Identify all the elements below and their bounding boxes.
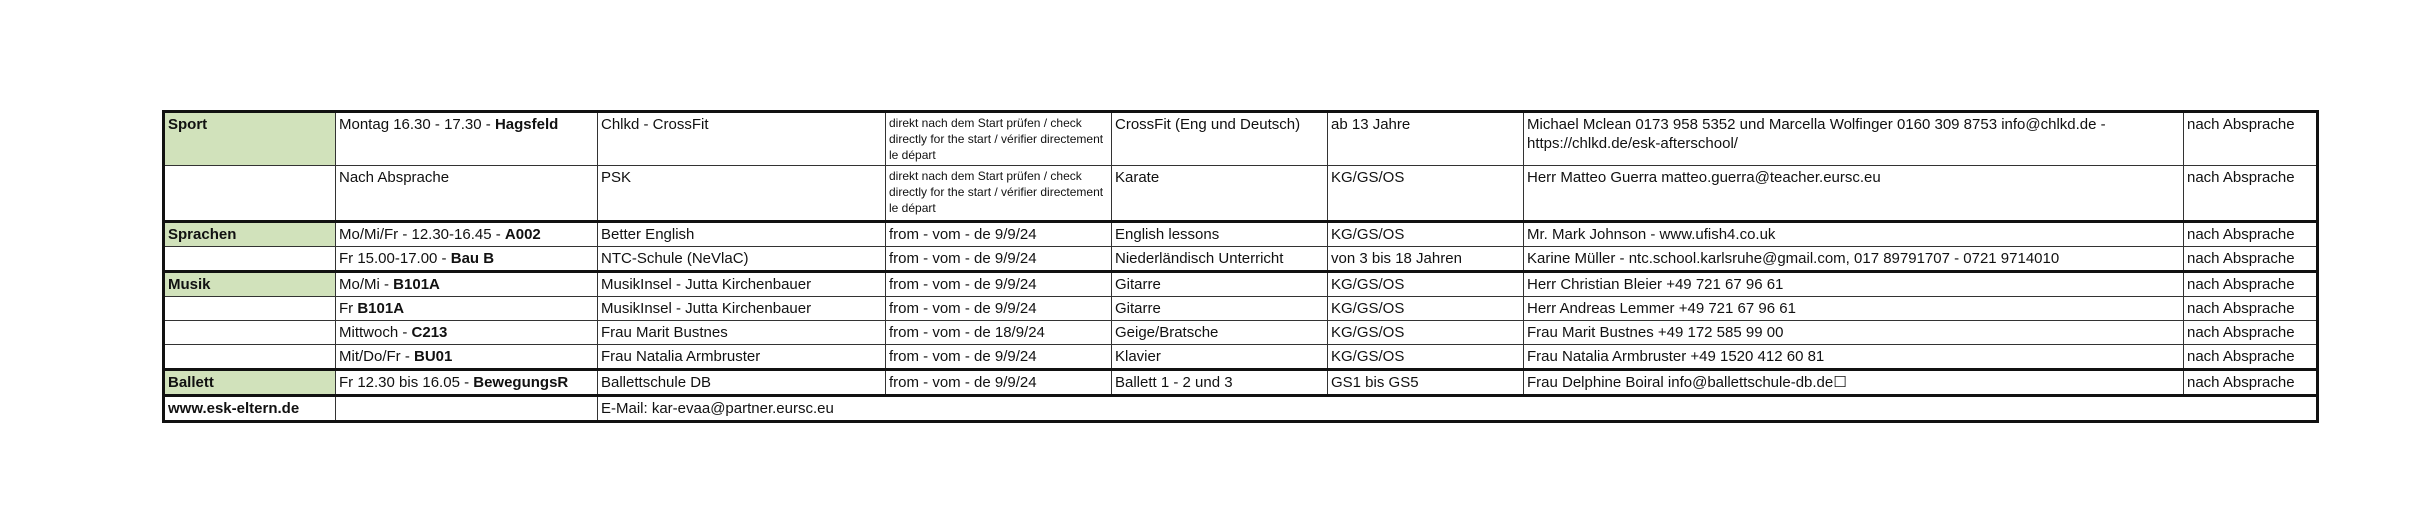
ages-cell xyxy=(1328,166,1524,222)
cost-text: nach Absprache xyxy=(2187,276,2295,293)
activity-cell xyxy=(1112,297,1328,321)
activity-text: Niederländisch Unterricht xyxy=(1115,250,1284,267)
cost-text: nach Absprache xyxy=(2187,300,2295,317)
provider-text: Frau Natalia Armbruster xyxy=(601,348,761,365)
category-label: Sprachen xyxy=(168,226,237,243)
time-text: Fr 15.00-17.00 - xyxy=(339,250,451,267)
room-text: BU01 xyxy=(414,348,453,365)
room-text: C213 xyxy=(411,324,448,341)
ages-cell xyxy=(1328,222,1524,247)
start-cell xyxy=(886,112,1112,166)
time-cell xyxy=(336,297,598,321)
activity-cell xyxy=(1112,247,1328,272)
cost-text: nach Absprache xyxy=(2187,374,2295,391)
activity-text: Gitarre xyxy=(1115,276,1161,293)
provider-text: Frau Marit Bustnes xyxy=(601,324,728,341)
start-text: direkt nach dem Start prüfen / check directly for the start / vérifier directement le départ xyxy=(889,116,1104,162)
activity-cell xyxy=(1112,321,1328,345)
contact-cell xyxy=(1524,345,2184,370)
start-cell xyxy=(886,370,1112,396)
room-text: BewegungsR xyxy=(473,374,569,391)
category-cell xyxy=(164,297,336,321)
activity-cell xyxy=(1112,370,1328,396)
ages-text: KG/GS/OS xyxy=(1331,324,1405,341)
contact-text: Karine Müller - ntc.school.karlsruhe@gmail.com, 017 89791707 - 0721 9714010 xyxy=(1527,250,2060,267)
ages-text: KG/GS/OS xyxy=(1331,300,1405,317)
cost-text: nach Absprache xyxy=(2187,348,2295,365)
time-text: Mo/Mi - xyxy=(339,276,394,293)
contact-cell xyxy=(1524,112,2184,166)
contact-cell xyxy=(1524,321,2184,345)
table-row xyxy=(164,272,2318,297)
activity-cell xyxy=(1112,345,1328,370)
ages-cell xyxy=(1328,321,1524,345)
provider-cell xyxy=(598,166,886,222)
contact-text: Frau Delphine Boiral info@ballettschule-db.de☐ xyxy=(1527,374,1847,391)
category-cell xyxy=(164,222,336,247)
activity-text: Gitarre xyxy=(1115,300,1161,317)
activity-text: Karate xyxy=(1115,169,1160,186)
footer-row xyxy=(164,396,2318,422)
cost-text: nach Absprache xyxy=(2187,250,2295,267)
provider-cell xyxy=(598,321,886,345)
table-body xyxy=(164,112,2318,422)
start-cell xyxy=(886,297,1112,321)
cost-text: nach Absprache xyxy=(2187,226,2295,243)
ages-text: KG/GS/OS xyxy=(1331,169,1405,186)
time-text: Mit/Do/Fr - xyxy=(339,348,414,365)
start-cell xyxy=(886,166,1112,222)
category-cell xyxy=(164,345,336,370)
table-row xyxy=(164,297,2318,321)
room-text: B101A xyxy=(357,300,405,317)
time-cell xyxy=(336,272,598,297)
activity-cell xyxy=(1112,112,1328,166)
provider-text: NTC-Schule (NeVlaC) xyxy=(601,250,749,267)
room-text: B101A xyxy=(393,276,440,293)
time-text: Nach Absprache xyxy=(339,169,450,186)
start-cell xyxy=(886,222,1112,247)
start-text: from - vom - de 9/9/24 xyxy=(889,300,1037,317)
time-text: Fr xyxy=(339,300,358,317)
category-cell xyxy=(164,370,336,396)
ages-cell xyxy=(1328,272,1524,297)
table-row xyxy=(164,166,2318,222)
contact-cell xyxy=(1524,247,2184,272)
provider-cell xyxy=(598,297,886,321)
start-cell xyxy=(886,345,1112,370)
contact-text: Mr. Mark Johnson - www.ufish4.co.uk xyxy=(1527,226,1776,243)
ages-text: GS1 bis GS5 xyxy=(1331,374,1419,391)
time-text: Montag 16.30 - 17.30 - xyxy=(339,116,495,133)
start-cell xyxy=(886,272,1112,297)
provider-text: PSK xyxy=(601,169,632,186)
website-link[interactable]: www.esk-eltern.de xyxy=(168,400,300,417)
provider-text: Chlkd - CrossFit xyxy=(601,116,709,133)
cost-text: nach Absprache xyxy=(2187,169,2295,186)
cost-cell xyxy=(2184,321,2318,345)
category-cell xyxy=(164,247,336,272)
time-cell xyxy=(336,166,598,222)
start-text: from - vom - de 9/9/24 xyxy=(889,348,1037,365)
activities-table xyxy=(162,110,2319,423)
time-text: Mo/Mi/Fr - 12.30-16.45 - xyxy=(339,226,505,243)
category-label: Musik xyxy=(168,276,211,293)
start-text: direkt nach dem Start prüfen / check directly for the start / vérifier directement le départ xyxy=(889,169,1104,215)
contact-cell xyxy=(1524,370,2184,396)
cost-cell xyxy=(2184,112,2318,166)
cost-cell xyxy=(2184,370,2318,396)
ages-text: von 3 bis 18 Jahren xyxy=(1331,250,1462,267)
time-cell xyxy=(336,345,598,370)
activity-text: Geige/Bratsche xyxy=(1115,324,1219,341)
contact-text: Frau Marit Bustnes +49 172 585 99 00 xyxy=(1527,324,1784,341)
cost-cell xyxy=(2184,272,2318,297)
contact-text: Herr Matteo Guerra matteo.guerra@teacher.eursc.eu xyxy=(1527,169,1881,186)
contact-text: Frau Natalia Armbruster +49 1520 412 60 81 xyxy=(1527,348,1825,365)
start-text: from - vom - de 9/9/24 xyxy=(889,226,1037,243)
start-text: from - vom - de 9/9/24 xyxy=(889,374,1037,391)
ages-text: ab 13 Jahre xyxy=(1331,116,1411,133)
ages-cell xyxy=(1328,345,1524,370)
start-text: from - vom - de 9/9/24 xyxy=(889,250,1037,267)
activity-text: English lessons xyxy=(1115,226,1220,243)
provider-text: MusikInsel - Jutta Kirchenbauer xyxy=(601,276,812,293)
time-text: Fr 12.30 bis 16.05 - xyxy=(339,374,474,391)
time-text: Mittwoch - xyxy=(339,324,412,341)
cost-cell xyxy=(2184,247,2318,272)
start-text: from - vom - de 18/9/24 xyxy=(889,324,1045,341)
ages-cell xyxy=(1328,112,1524,166)
contact-text: Herr Christian Bleier +49 721 67 96 61 xyxy=(1527,276,1784,293)
time-cell xyxy=(336,112,598,166)
provider-text: MusikInsel - Jutta Kirchenbauer xyxy=(601,300,812,317)
provider-cell xyxy=(598,345,886,370)
category-label: Ballett xyxy=(168,374,214,391)
category-cell xyxy=(164,272,336,297)
contact-text: Michael Mclean 0173 958 5352 und Marcella Wolfinger 0160 309 8753 info@chlkd.de - https://chlkd.de/esk-afterschool/ xyxy=(1527,116,2106,152)
ages-cell xyxy=(1328,370,1524,396)
contact-cell xyxy=(1524,166,2184,222)
room-text: Hagsfeld xyxy=(494,116,559,133)
ages-text: KG/GS/OS xyxy=(1331,348,1405,365)
time-cell xyxy=(336,247,598,272)
category-cell xyxy=(164,321,336,345)
activity-cell xyxy=(1112,272,1328,297)
activity-cell xyxy=(1112,166,1328,222)
category-cell xyxy=(164,166,336,222)
category-label: Sport xyxy=(168,116,208,133)
provider-text: Better English xyxy=(601,226,695,243)
start-text: from - vom - de 9/9/24 xyxy=(889,276,1037,293)
provider-cell xyxy=(598,370,886,396)
ages-cell xyxy=(1328,297,1524,321)
contact-text: Herr Andreas Lemmer +49 721 67 96 61 xyxy=(1527,300,1796,317)
provider-cell xyxy=(598,222,886,247)
table-row xyxy=(164,247,2318,272)
time-cell xyxy=(336,222,598,247)
activity-text: Klavier xyxy=(1115,348,1161,365)
time-cell xyxy=(336,321,598,345)
provider-cell xyxy=(598,247,886,272)
website-cell xyxy=(164,396,336,422)
email-text: E-Mail: kar-evaa@partner.eursc.eu xyxy=(601,400,834,417)
start-cell xyxy=(886,321,1112,345)
email-cell xyxy=(598,396,2318,422)
activity-text: CrossFit (Eng und Deutsch) xyxy=(1115,116,1301,133)
cost-cell xyxy=(2184,222,2318,247)
contact-cell xyxy=(1524,297,2184,321)
contact-cell xyxy=(1524,272,2184,297)
table-row xyxy=(164,345,2318,370)
category-cell xyxy=(164,112,336,166)
contact-cell xyxy=(1524,222,2184,247)
provider-cell xyxy=(598,272,886,297)
ages-cell xyxy=(1328,247,1524,272)
provider-cell xyxy=(598,112,886,166)
provider-text: Ballettschule DB xyxy=(601,374,712,391)
footer-empty-cell xyxy=(336,396,598,422)
room-text: Bau B xyxy=(450,250,495,267)
activity-cell xyxy=(1112,222,1328,247)
cost-cell xyxy=(2184,166,2318,222)
room-text: A002 xyxy=(504,226,541,243)
cost-text: nach Absprache xyxy=(2187,116,2295,133)
time-cell xyxy=(336,370,598,396)
table-row xyxy=(164,222,2318,247)
table-row xyxy=(164,112,2318,166)
table-row xyxy=(164,370,2318,396)
ages-text: KG/GS/OS xyxy=(1331,226,1405,243)
ages-text: KG/GS/OS xyxy=(1331,276,1405,293)
cost-text: nach Absprache xyxy=(2187,324,2295,341)
cost-cell xyxy=(2184,345,2318,370)
cost-cell xyxy=(2184,297,2318,321)
table-row xyxy=(164,321,2318,345)
activity-text: Ballett 1 - 2 und 3 xyxy=(1115,374,1233,391)
start-cell xyxy=(886,247,1112,272)
